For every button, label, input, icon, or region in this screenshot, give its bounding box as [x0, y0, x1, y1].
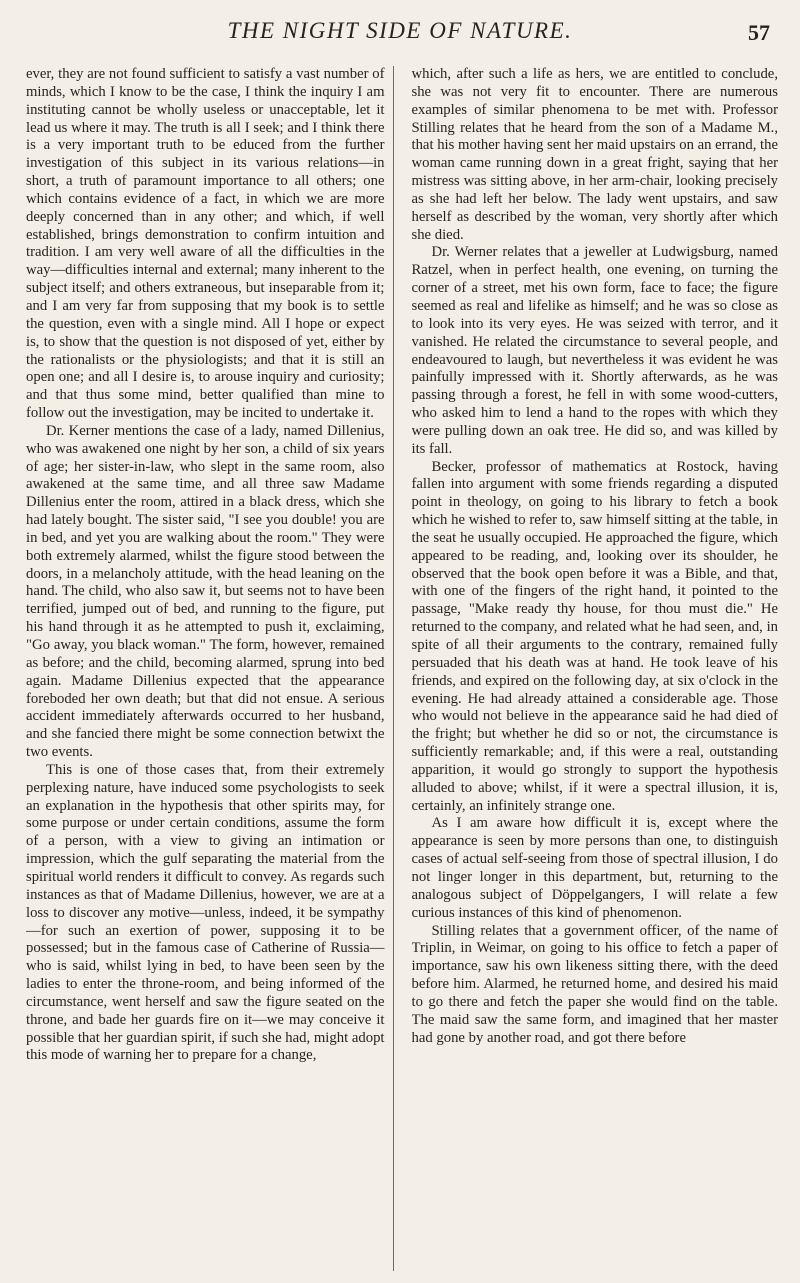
paragraph: This is one of those cases that, from their extremely perplexing nature, have induced some psychologists to seek an explanation in the hypothesis that other spirits may, for some purpose or under certain conditions, assume the form of a person, with a view to giving an intimation or impression, which the gulf separating the material from the spiritual world renders it difficult to convey. As regards such instances as that of Madame Dillenius, however, we are at a loss to discover any motive—unless, indeed, it be sympathy—for such an exertion of power, supposing it to be possessed; but in the famous case of Catherine of Russia—who is said, whilst lying in bed, to have been seen by the ladies to enter the throne-room, and being informed of the circumstance, went herself and saw the figure seated on the throne, and bade her guards fire on it—we may conceive it possible that her guardian spirit, if such she had, might adopt this mode of warning her to prepare for a change, — [26, 761, 385, 1064]
paragraph: As I am aware how difficult it is, except where the appearance is seen by more persons than one, to distinguish cases of actual self-seeing from those of spectral illusion, I do not linger longer in this department, but, returning to the analogous subject of Döppelgangers, I will relate a few curious instances of this kind of phenomenon. — [411, 815, 778, 921]
paragraph: which, after such a life as hers, we are entitled to conclude, she was not very fit to encounter. There are numerous examples of similar phenomena to be met with. Professor Stilling relates that he heard from the son of a Madame M., that his mother having sent her maid upstairs on an errand, the woman came running down in a great fright, saying that her mistress was sitting above, in her arm-chair, looking precisely as she had left her below. The lady went upstairs, and saw herself as described by the woman, very shortly after which she died. — [411, 66, 778, 243]
page-number: 57 — [748, 20, 770, 45]
paragraph: Dr. Werner relates that a jeweller at Ludwigsburg, named Ratzel, when in perfect health, one evening, on turning the corner of a street, met his own form, face to face; the figure seemed as real and lifelike as himself; and he was so close as to look into its very eyes. He was seized with terror, and it vanished. He related the circumstance to several people, and endeavoured to laugh, but nevertheless it was evident he was painfully impressed with it. Shortly afterwards, as he was passing through a forest, he fell in with some wood-cutters, who asked him to lend a hand to the ropes with which they were pulling down an oak tree. He did so, and was killed by its fall. — [411, 244, 778, 457]
paragraph: Becker, professor of mathematics at Rostock, having fallen into argument with some friends regarding a disputed point in theology, on going to his library to fetch a book which he wished to refer to, saw himself sitting at the table, in the seat he usually occupied. He approached the figure, which appeared to be reading, and, looking over its shoulder, he observed that the book open before it was a Bible, and that, with one of the fingers of the right hand, it pointed to the passage, "Make ready thy house, for thou must die." He returned to the company, and related what he had seen, and, in spite of all their arguments to the contrary, remained fully persuaded that his death was at hand. He took leave of his friends, and expired on the following day, at six o'clock in the evening. He had already attained a considerable age. Those who would not believe in the appearance said he had died of the fright; but whether he did so or not, the circumstance is sufficiently remarkable; and, if this were a real, outstanding apparition, it would go strongly to support the hypothesis alluded to above; whilst, if it were a spectral illusion, it is, certainly, an infinitely strange one. — [411, 458, 778, 814]
left-column — [26, 66, 394, 1271]
paragraph: ever, they are not found sufficient to satisfy a vast number of minds, which I know to be the case, I think the inquiry I am instituting cannot be wholly useless or unacceptable, let it lead us where it may. The truth is all I seek; and I think there is a very important truth to be educed from the further investigation of this subject in its various relations—in short, a truth of paramount importance to all others; one which contains evidence of a fact, in which we are more deeply concerned than in any other; and which, if well established, brings demonstration to confirm intuition and tradition. I am very well aware of all the difficulties in the way—difficulties internal and external; many inherent to the subject itself; and others extraneous, but inseparable from it; and I am very far from supposing that my book is to settle the question, even with a single mind. All I hope or expect is, to show that the question is not disposed of yet, either by the rationalists or the physiologists; and that it is still an open one; and all I desire is, to arouse inquiry and curiosity; and that thus some mind, better qualified than mine to follow out the investigation, may be incited to undertake it. — [26, 66, 385, 422]
right-column — [412, 66, 779, 1271]
paragraph: Dr. Kerner mentions the case of a lady, named Dillenius, who was awakened one night by her son, a child of six years of age; her sister-in-law, who slept in the same room, also awakened at the same time, and all three saw Madame Dillenius enter the room, attired in a black dress, which she had lately bought. The sister said, "I see you double! you are in bed, and yet you are walking about the room." They were both extremely alarmed, whilst the figure stood between the doors, in a melancholy attitude, with the head leaning on the hand. The child, who also saw it, but seems not to have been terrified, jumped out of bed, and running to the figure, put his hand through it as he attempted to push it, exclaiming, "Go away, you black woman." The form, however, remained as before; and the child, becoming alarmed, sprung into bed again. Madame Dillenius expected that the appearance foreboded her own death; but that did not ensue. A serious accident immediately afterwards occurred to her husband, and she fancied there might be some connection betwixt the two events. — [26, 422, 385, 761]
text-columns — [26, 66, 778, 1271]
paragraph: Stilling relates that a government officer, of the name of Triplin, in Weimar, on going to his office to fetch a paper of importance, saw his own likeness sitting there, with the deed before him. Alarmed, he returned home, and desired his maid to go there and fetch the paper she would find on the table. The maid saw the same form, and imagined that her master had gone by another road, and got there before — [411, 922, 778, 1046]
running-head-title: THE NIGHT SIDE OF NATURE. — [227, 18, 573, 43]
page-header — [0, 18, 800, 58]
